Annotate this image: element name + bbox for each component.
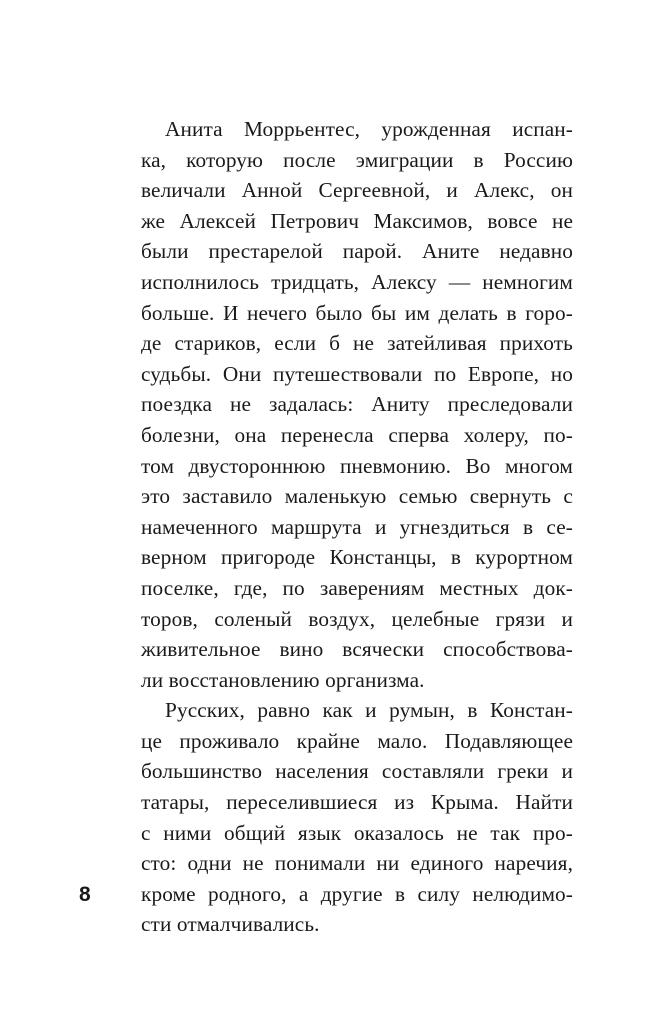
text-line: ли восстановлению организма. [141, 667, 425, 692]
text-line: величали Анной Сергеевной, и Алекс, он [141, 178, 573, 203]
paragraph-2 [141, 695, 573, 940]
text-line: с ними общий язык оказалось не так про- [141, 820, 573, 845]
text-line: ка, которую после эмиграции в Россию [141, 147, 573, 172]
text-line: це проживало крайне мало. Подавляющее [141, 728, 573, 753]
body-text [141, 114, 573, 940]
text-line: том двустороннюю пневмонию. Во многом [141, 453, 573, 478]
text-line: Русских, равно как и румын, в Констан- [165, 698, 573, 723]
text-line: торов, соленый воздух, целебные грязи и [141, 606, 573, 631]
text-line: же Алексей Петрович Максимов, вовсе не [141, 208, 573, 233]
text-line: поселке, где, по заверениям местных док- [141, 575, 573, 600]
text-line: живительное вино всячески способствова- [141, 637, 573, 662]
text-line: судьбы. Они путешествовали по Европе, но [141, 361, 573, 386]
text-line: Анита Моррьентес, урожденная испан- [165, 117, 573, 141]
text-line: сти отмалчивались. [141, 912, 320, 937]
text-line: намеченного маршрута и угнездиться в се- [141, 514, 573, 539]
text-line: исполнилось тридцать, Алексу — немногим [141, 269, 573, 294]
text-line: это заставило маленькую семью свернуть с [141, 484, 573, 509]
text-line: большинство населения составляли греки и [141, 759, 573, 784]
text-line: верном пригороде Констанцы, в курортном [141, 545, 573, 570]
text-line: сто: одни не понимали ни единого наречия, [141, 851, 573, 876]
text-line: больше. И нечего было бы им делать в горо- [141, 300, 573, 325]
text-line: были престарелой парой. Аните недавно [141, 239, 573, 264]
text-line: болезни, она перенесла сперва холеру, по- [141, 422, 573, 447]
text-line: де стариков, если б не затейливая прихоть [141, 331, 573, 356]
paragraph-1 [141, 114, 573, 695]
page-number: 8 [79, 883, 91, 906]
text-line: татары, переселившиеся из Крыма. Найти [141, 790, 573, 815]
text-line: кроме родного, а другие в силу нелюдимо- [141, 881, 573, 906]
text-line: поездка не задалась: Аниту преследовали [141, 392, 573, 417]
